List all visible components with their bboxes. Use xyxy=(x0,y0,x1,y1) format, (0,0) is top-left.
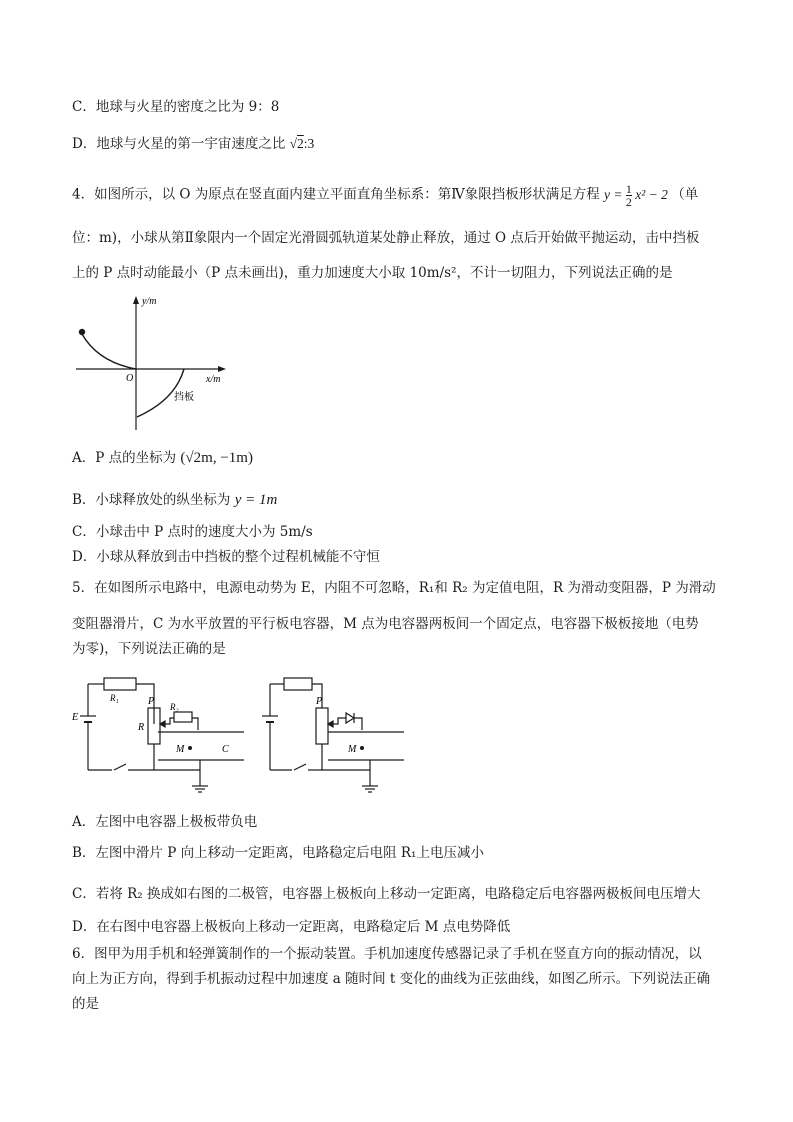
q5-right-circuit xyxy=(258,668,408,798)
q3-option-d-text: D．地球与火星的第一宇宙速度之比 xyxy=(72,136,286,152)
q3-option-d: D．地球与火星的第一宇宙速度之比 √2:3 xyxy=(72,136,315,152)
q4-stem-line3: 上的 P 点时动能最小（P 点未画出)，重力加速度大小取 10m/s²，不计一切阻力，下列说法正确的是 xyxy=(72,265,673,281)
switch xyxy=(114,764,126,770)
q5-left-circuit xyxy=(70,668,250,798)
diode xyxy=(346,713,354,723)
q5-stem-line3: 为零)，下列说法正确的是 xyxy=(72,641,226,657)
resistor-r1 xyxy=(104,678,136,690)
y-axis-arrow xyxy=(133,296,139,304)
origin-label: O xyxy=(126,373,134,384)
q5-option-d: D．在右图中电容器上极板向上移动一定距离，电路稳定后 M 点电势降低 xyxy=(72,919,511,935)
y-axis-label: y/m xyxy=(142,296,157,307)
label-r1: R₁ xyxy=(110,693,119,703)
slider-p xyxy=(160,721,165,727)
q4-figure xyxy=(70,292,230,432)
rheostat xyxy=(316,708,328,744)
label-m: M xyxy=(176,744,185,755)
arc-track xyxy=(82,334,136,369)
q6-stem-line1: 6．图甲为用手机和轻弹簧制作的一个振动装置。手机加速度传感器记录了手机在竖直方向的振动情况，以 xyxy=(72,946,702,962)
q5-option-a: A．左图中电容器上极板带负电 xyxy=(72,814,258,830)
label-r2: R₂ xyxy=(170,702,179,712)
x-axis-arrow xyxy=(218,366,226,372)
q4-stem-line2: 位：m)，小球从第Ⅱ象限内一个固定光滑圆弧轨道某处静止释放，通过 O 点后开始做平抛运动，击中挡板 xyxy=(72,230,700,246)
point-m xyxy=(188,746,192,750)
q3-option-c: C．地球与火星的密度之比为 9：8 xyxy=(72,99,280,115)
q4-option-c: C．小球击中 P 点时的速度大小为 5m/s xyxy=(72,524,313,540)
q6-stem-line2: 向上为正方向，得到手机振动过程中加速度 a 随时间 t 变化的曲线为正弦曲线，如图乙所示。下列说法正确 xyxy=(72,971,711,987)
q4-option-d: D．小球从释放到击中挡板的整个过程机械能不守恒 xyxy=(72,549,380,565)
board-label: 挡板 xyxy=(174,392,194,403)
q5-option-c: C．若将 R₂ 换成如右图的二极管，电容器上极板向上移动一定距离，电路稳定后电容器两极板间电压增大 xyxy=(72,886,701,902)
q4-option-b: B．小球释放处的纵坐标为 y = 1m xyxy=(72,492,278,508)
point-m xyxy=(360,746,364,750)
label-p: P xyxy=(316,696,323,707)
q5-stem-line2: 变阻器滑片，C 为水平放置的平行板电容器，M 点为电容器两板间一个固定点，电容器下极板接地（电势 xyxy=(72,616,699,632)
label-r: R xyxy=(138,722,145,733)
q5-stem-line1: 5．在如图所示电路中，电源电动势为 E，内阻不可忽略，R₁和 R₂ 为定值电阻，R 为滑动变阻器，P 为滑动 xyxy=(72,580,716,596)
label-e: E xyxy=(72,712,79,723)
label-m: M xyxy=(348,744,357,755)
resistor-r1 xyxy=(284,678,312,690)
resistor-r2 xyxy=(174,712,192,722)
switch xyxy=(294,764,306,770)
sqrt-symbol: √2 xyxy=(289,136,304,151)
x-axis-label: x/m xyxy=(206,374,221,385)
q6-stem-line3: 的是 xyxy=(72,996,99,1012)
q4-option-a: A．P 点的坐标为 (√2m, −1m) xyxy=(72,450,253,466)
ball xyxy=(79,329,85,335)
equation: y = $\frac{1}{2}$ x² − 2 xyxy=(604,182,668,209)
q5-option-b: B．左图中滑片 P 向上移动一定距离，电路稳定后电阻 R₁上电压减小 xyxy=(72,845,484,861)
q4-stem-line1: 4．如图所示，以 O 为原点在竖直面内建立平面直角坐标系：第Ⅳ象限挡板形状满足方程 y = $\frac{1}{2}$ x² − 2 （单 xyxy=(72,182,699,209)
slider-p xyxy=(328,721,333,727)
label-p: P xyxy=(148,696,155,707)
label-c: C xyxy=(222,744,229,755)
